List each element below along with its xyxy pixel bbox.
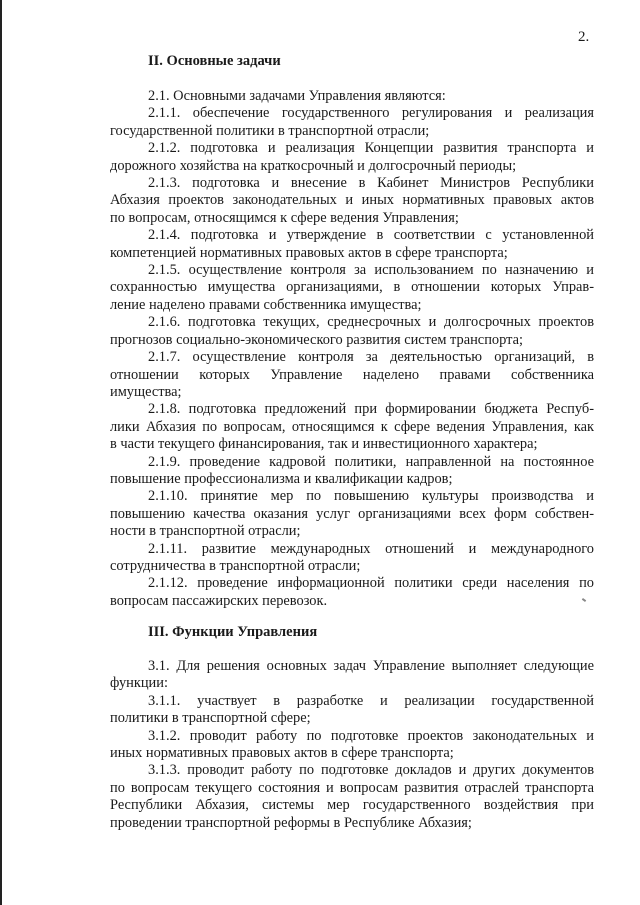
section-tasks-body [110,88,594,610]
section-heading-functions: III. Функции Управления [148,624,318,640]
text-line: иных нормативных правовых актов в сфере транспорта; [110,745,454,762]
text-line: функции: [110,675,168,692]
text-line: повышение профессионализма и квалификации кадров; [110,470,453,487]
text-line: сохранностью имущества организациями, в отношении которых Управ- [110,279,594,296]
paragraph [110,541,594,576]
paragraph [110,88,594,105]
text-line: компетенцией нормативных правовых актов в сфере транспорта; [110,244,508,261]
paragraph [110,175,594,227]
text-line: по вопросам текущего состояния и вопросам развития отраслей транспорта [110,779,594,796]
text-line: повышению качества оказания услуг организациями всех форм собствен- [110,505,594,522]
paragraph [110,140,594,175]
text-line: в части текущего финансирования, так и инвестиционного характера; [110,436,538,453]
text-line: государственной политики в транспортной отрасли; [110,122,430,139]
section-functions-body [110,658,594,832]
text-line: политики в транспортной сфере; [110,710,311,727]
text-line: 2.1.11. развитие международных отношений и международного [148,540,594,557]
text-line: 2.1. Основными задачами Управления являются: [148,88,446,104]
paragraph [110,227,594,262]
text-line: 2.1.12. проведение информационной политики среди населения по [148,575,594,592]
paragraph [110,728,594,763]
scan-edge [0,0,2,905]
section-heading-tasks: II. Основные задачи [148,53,281,69]
text-line: 2.1.3. подготовка и внесение в Кабинет Министров Республики [148,175,594,192]
text-line: 2.1.8. подготовка предложений при формировании бюджета Респуб- [148,401,594,418]
text-line: 2.1.2. подготовка и реализация Концепции развития транспорта и [148,140,594,157]
page-number: 2. [578,29,590,45]
text-line: лики Абхазия по вопросам, относящимся к сфере ведения Управления, как [110,418,594,435]
text-line: проведении транспортной реформы в Республике Абхазия; [110,814,472,831]
paragraph [110,105,594,140]
text-line: 2.1.4. подготовка и утверждение в соответствии с установленной [148,227,594,244]
text-line: 3.1.3. проводит работу по подготовке докладов и других документов [148,762,594,779]
paragraph [110,488,594,540]
paragraph [110,762,594,832]
text-line: 3.1.1. участвует в разработке и реализации государственной [148,692,594,709]
text-line: отношении которых Управление наделено правами собственника [110,366,594,383]
text-line: 3.1. Для решения основных задач Управление выполняет следующие [148,658,594,674]
text-line: Абхазия проектов законодательных и иных нормативных правовых актов [110,192,594,209]
text-line: 2.1.10. принятие мер по повышению культуры производства и [148,488,594,505]
text-line: сотрудничества в транспортной отрасли; [110,557,361,574]
text-line: дорожного хозяйства на краткосрочный и долгосрочный периоды; [110,157,517,174]
paragraph [110,658,594,693]
text-line: ление наделено правами собственника имущества; [110,296,422,313]
paragraph [110,314,594,349]
paragraph [110,693,594,728]
paragraph [110,401,594,453]
text-line: 2.1.6. подготовка текущих, среднесрочных и долгосрочных проектов [148,314,594,331]
text-line: 2.1.5. осуществление контроля за использованием по назначению и [148,262,594,279]
text-line: 2.1.9. проведение кадровой политики, направленной на постоянное [148,453,594,470]
paragraph [110,262,594,314]
text-line: Республики Абхазия, системы мер государственного воздействия при [110,797,594,814]
text-line: ности в транспортной отрасли; [110,523,301,540]
paragraph [110,454,594,489]
text-line: 2.1.1. обеспечение государственного регулирования и реализация [148,105,594,122]
text-line: 3.1.2. проводит работу по подготовке проектов законодательных и [148,727,594,744]
paragraph [110,349,594,401]
text-line: по вопросам, относящимся к сфере ведения Управления; [110,209,459,226]
text-line: вопросам пассажирских перевозок. [110,592,328,609]
text-line: 2.1.7. осуществление контроля за деятельностью организаций, в [148,349,594,366]
text-line: прогнозов социально-экономического развития систем транспорта; [110,331,523,348]
text-line: имущества; [110,383,182,400]
paragraph [110,575,594,610]
